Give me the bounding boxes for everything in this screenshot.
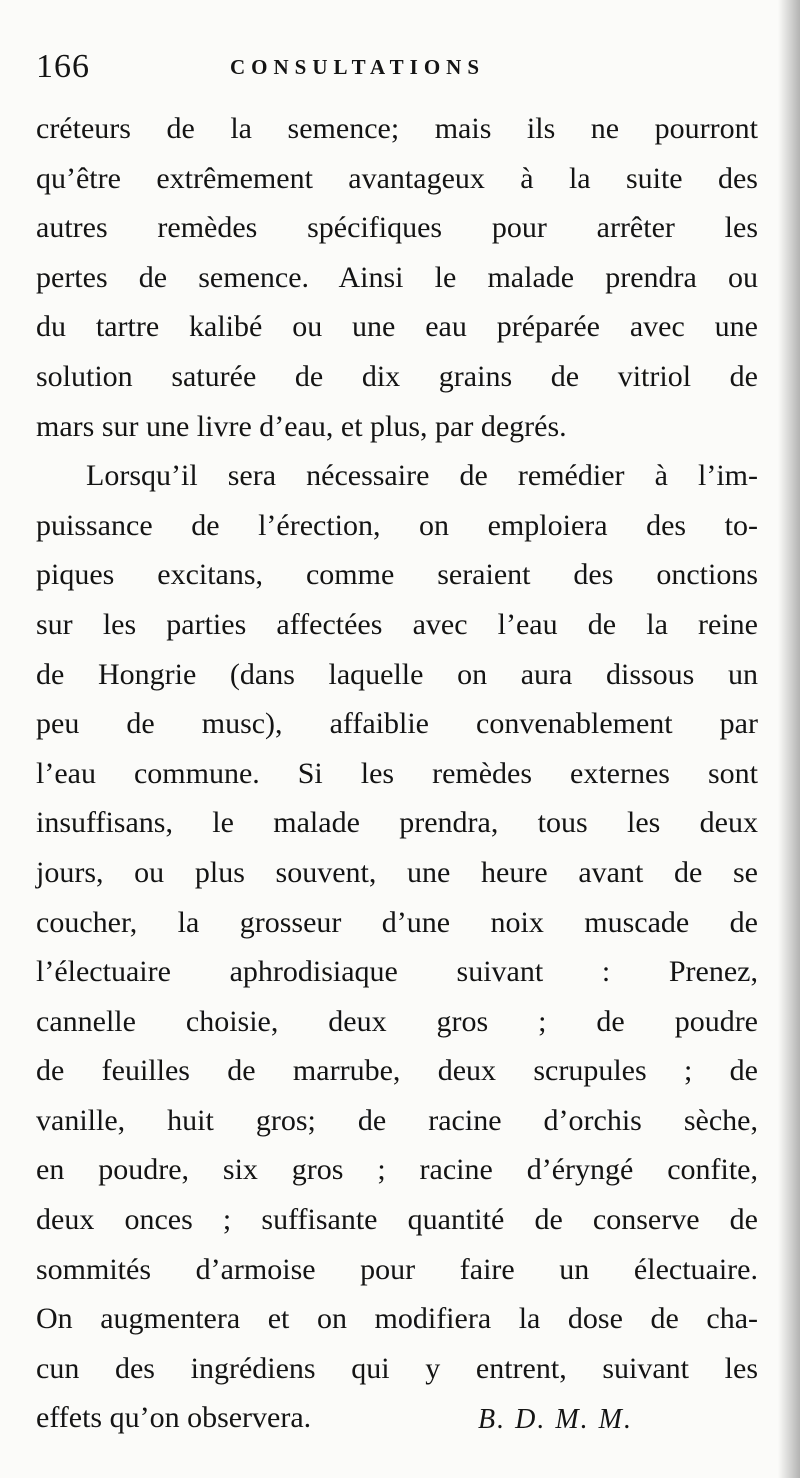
text-line: solution saturée de dix grains de vitriol de [36,359,758,393]
text-line: peu de musc), affaiblie convenablement par [36,707,758,741]
text-line: piques excitans, comme seraient des onctions [36,558,758,592]
text-line: en poudre, six gros ; racine d’éryngé confite, [36,1153,758,1187]
text-line: l’électuaire aphrodisiaque suivant : Prenez, [36,955,758,989]
text-line: effets qu’on observera. [36,1401,312,1435]
text-line: vanille, huit gros; de racine d’orchis sèche, [36,1103,758,1137]
text-line: du tartre kalibé ou une eau préparée avec une [36,310,758,344]
text-line: l’eau commune. Si les remèdes externes sont [36,756,758,790]
page-gutter-shadow [778,0,800,1478]
text-line: On augmentera et on modifiera la dose de cha- [36,1302,758,1336]
text-line: qu’être extrêmement avantageux à la suite des [36,161,758,195]
text-line: insuffisans, le malade prendra, tous les deux [36,806,758,840]
author-signature: B. D. M. M. [478,1404,633,1435]
text-line: sommités d’armoise pour faire un électuaire. [36,1252,758,1286]
running-head-title: CONSULTATIONS [230,55,486,79]
text-line: de Hongrie (dans laquelle on aura dissous un [36,657,758,691]
text-line: puissance de l’érection, on emploiera des to- [36,508,758,542]
text-line: de feuilles de marrube, deux scrupules ; de [36,1054,758,1088]
text-line: cannelle choisie, deux gros ; de poudre [36,1004,758,1038]
text-line: coucher, la grosseur d’une noix muscade de [36,905,758,939]
paragraph-start-line: Lorsqu’il sera nécessaire de remédier à l’im- [86,459,758,493]
text-line: cun des ingrédiens qui y entrent, suivant les [36,1351,758,1385]
running-head [36,42,776,92]
page-number: 166 [36,48,90,85]
text-line: créteurs de la semence; mais ils ne pourront [36,112,758,145]
text-line: deux onces ; suffisante quantité de conserve de [36,1203,758,1237]
text-line: jours, ou plus souvent, une heure avant de se [36,855,758,889]
text-line: pertes de semence. Ainsi le malade prendra ou [36,260,758,294]
text-line: sur les parties affectées avec l’eau de la reine [36,607,758,641]
text-line: autres remèdes spécifiques pour arrêter les [36,211,758,245]
body-text [36,104,758,1443]
text-line: mars sur une livre d’eau, et plus, par degrés. [36,409,567,443]
